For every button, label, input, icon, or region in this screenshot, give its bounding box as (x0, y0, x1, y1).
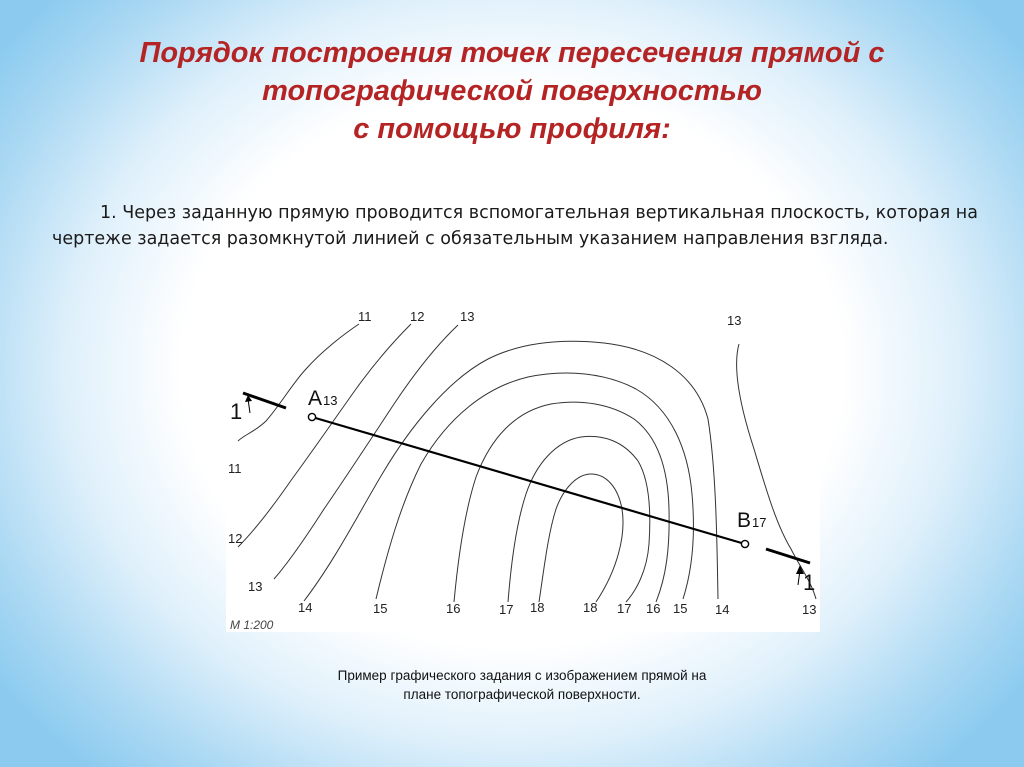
bottom-label: 16 (646, 601, 661, 616)
left-label-11: 11 (228, 461, 242, 476)
section-label-left: 1 (230, 399, 243, 424)
title-line-2: топографической поверхностью (262, 75, 762, 107)
figure-caption (270, 666, 774, 704)
left-label-13: 13 (248, 579, 263, 594)
instruction-paragraph (52, 200, 982, 252)
caption-line-2: плане топографической поверхности. (403, 687, 641, 702)
bottom-label: 14 (298, 600, 313, 615)
scale-label: М 1:200 (230, 618, 274, 632)
bottom-label: 17 (499, 602, 514, 617)
title-line-3: с помощью профиля: (353, 113, 671, 145)
bottom-label: 14 (715, 602, 730, 617)
top-label-13-right: 13 (727, 313, 742, 328)
step-text: Через заданную прямую проводится вспомогательная вертикальная плоскость, которая на чертеже задается разомкнутой линией с обязательным указанием направления взгляда. (52, 203, 978, 249)
point-b-label: B17 (737, 509, 767, 532)
bottom-label: 18 (583, 600, 598, 615)
left-label-12: 12 (228, 531, 243, 546)
top-label-12: 12 (410, 309, 425, 324)
topographic-plan-figure (226, 309, 820, 632)
contour-17 (508, 436, 650, 602)
contour-16 (454, 402, 669, 602)
title-line-1: Порядок построения точек пересечения прямой с (139, 37, 885, 69)
bottom-label: 15 (673, 601, 688, 616)
contour-map (226, 309, 820, 632)
contour-lines (238, 324, 816, 602)
top-label-13: 13 (460, 309, 475, 324)
point-b (741, 540, 748, 547)
contour-11 (238, 324, 359, 441)
line-ab (312, 417, 745, 544)
bottom-label: 15 (373, 601, 388, 616)
top-label-11: 11 (358, 309, 372, 324)
point-a-label: A13 (308, 387, 338, 410)
contour-14 (304, 341, 718, 601)
contour-labels (228, 309, 816, 617)
bottom-label: 16 (446, 601, 461, 616)
caption-line-1: Пример графического задания с изображением прямой на (337, 668, 707, 683)
slide-title (60, 34, 964, 148)
bottom-label: 13 (802, 602, 817, 617)
contour-12 (238, 324, 411, 547)
bottom-label: 18 (530, 600, 545, 615)
contour-18 (539, 474, 623, 602)
step-number: 1. (100, 203, 117, 223)
point-a (308, 413, 315, 420)
section-label-right: 1 (803, 570, 816, 595)
bottom-label: 17 (617, 601, 632, 616)
